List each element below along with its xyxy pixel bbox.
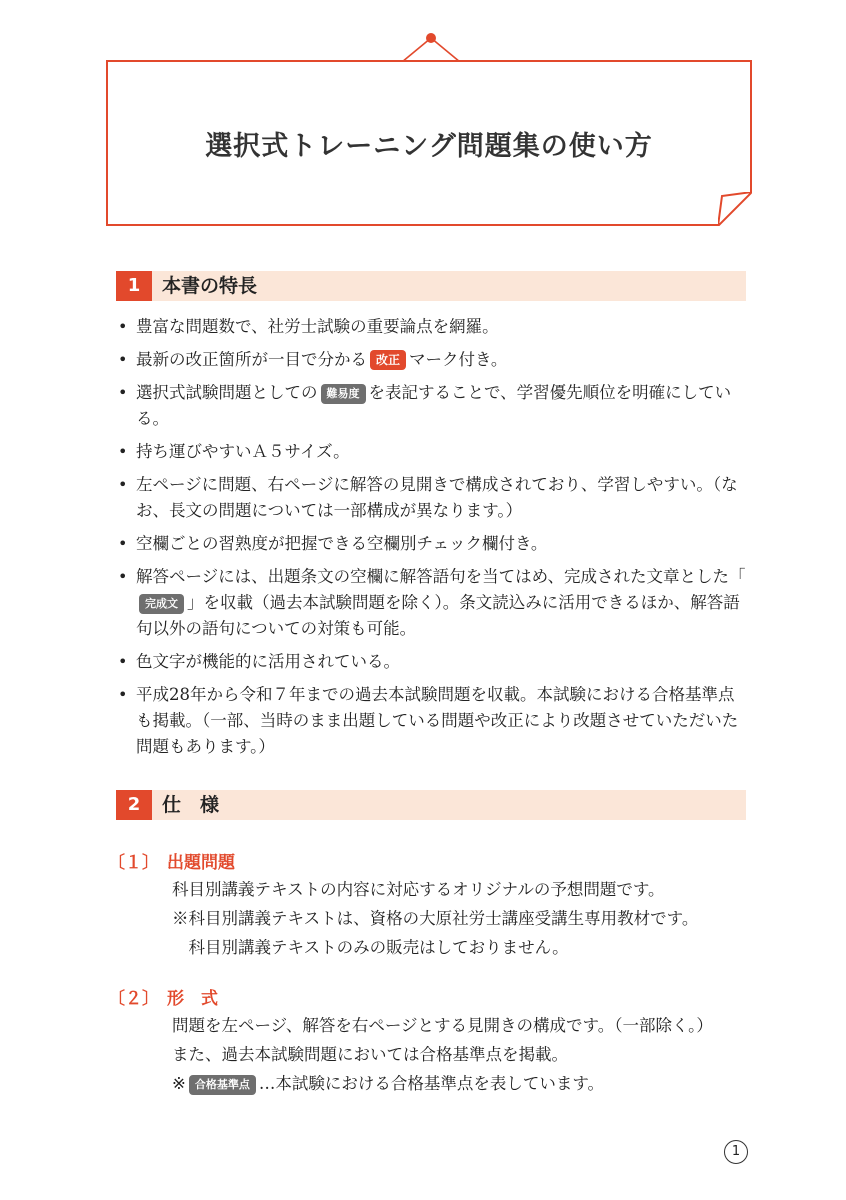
page-fold-icon bbox=[718, 192, 752, 226]
feature-text: 最新の改正箇所が一目で分かる bbox=[136, 350, 367, 369]
subsection-1-title: 出題問題 bbox=[167, 853, 235, 873]
subsection-2-note bbox=[172, 1071, 604, 1097]
subsection-1-line: 科目別講義テキストのみの販売はしておりません。 bbox=[172, 938, 569, 957]
feature-item bbox=[116, 472, 750, 524]
subsection-2-number: 〔２〕 bbox=[108, 989, 159, 1009]
feature-item bbox=[116, 380, 750, 432]
feature-text: 解答ページには、出題条文の空欄に解答語句を当てはめ、完成された文章とした「 bbox=[136, 567, 746, 586]
feature-item bbox=[116, 314, 750, 340]
feature-item bbox=[116, 531, 750, 557]
subsection-2-header bbox=[108, 984, 218, 1009]
difficulty-badge: 難易度 bbox=[321, 384, 366, 404]
section-2-header bbox=[116, 790, 746, 820]
feature-text: 色文字が機能的に活用されている。 bbox=[136, 652, 400, 671]
note-marker: ※ bbox=[172, 1074, 186, 1093]
section-2-number: 2 bbox=[116, 790, 152, 820]
feature-text: 豊富な問題数で、社労士試験の重要論点を網羅。 bbox=[136, 317, 499, 336]
passing-score-badge: 合格基準点 bbox=[189, 1075, 256, 1095]
note-text: …本試験における合格基準点を表しています。 bbox=[258, 1074, 605, 1093]
feature-item bbox=[116, 649, 750, 675]
feature-text: 空欄ごとの習熟度が把握できる空欄別チェック欄付き。 bbox=[136, 534, 548, 553]
title-card bbox=[106, 60, 752, 226]
subsection-1-line: 科目別講義テキストの内容に対応するオリジナルの予想問題です。 bbox=[172, 880, 665, 899]
feature-text: マーク付き。 bbox=[409, 350, 508, 369]
section-1-title: 本書の特長 bbox=[162, 275, 258, 297]
section-2-title: 仕 様 bbox=[162, 794, 220, 816]
feature-item bbox=[116, 347, 750, 373]
feature-text: 選択式試験問題としての bbox=[136, 383, 318, 402]
section-1-number: 1 bbox=[116, 271, 152, 301]
subsection-2-line: また、過去本試験問題においては合格基準点を掲載。 bbox=[172, 1045, 568, 1064]
feature-item bbox=[116, 682, 750, 760]
feature-text: 左ページに問題、右ページに解答の見開きで構成されており、学習しやすい。（なお、長文の問題については一部構成が異なります。） bbox=[136, 475, 738, 520]
feature-item bbox=[116, 564, 750, 642]
subsection-2-title: 形 式 bbox=[167, 989, 218, 1009]
subsection-1-number: 〔１〕 bbox=[108, 853, 159, 873]
subsection-1-line: ※科目別講義テキストは、資格の大原社労士講座受講生専用教材です。 bbox=[172, 909, 699, 928]
revision-badge: 改正 bbox=[370, 350, 406, 370]
page-title: 選択式トレーニング問題集の使い方 bbox=[205, 131, 653, 162]
completed-text-badge: 完成文 bbox=[139, 594, 184, 614]
feature-item bbox=[116, 439, 750, 465]
feature-text: 」を収載（過去本試験問題を除く）。条文読込みに活用できるほか、解答語句以外の語句についての対策も可能。 bbox=[136, 593, 740, 638]
feature-text: 持ち運びやすいＡ５サイズ。 bbox=[136, 442, 350, 461]
page-number: 1 bbox=[724, 1140, 748, 1164]
hanger-pin-icon bbox=[396, 30, 466, 62]
subsection-2-line: 問題を左ページ、解答を右ページとする見開きの構成です。（一部除く。） bbox=[172, 1016, 713, 1035]
feature-text: を表記することで、学習優先順位を明確にしている。 bbox=[136, 383, 732, 428]
feature-text: 平成28年から令和７年までの過去本試験問題を収載。本試験における合格基準点も掲載。（一部、当時のまま出題している問題や改正により改題させていただいた問題もあります。） bbox=[136, 685, 739, 756]
subsection-1-header bbox=[108, 848, 235, 873]
section-1-header bbox=[116, 271, 746, 301]
feature-list bbox=[116, 314, 750, 767]
